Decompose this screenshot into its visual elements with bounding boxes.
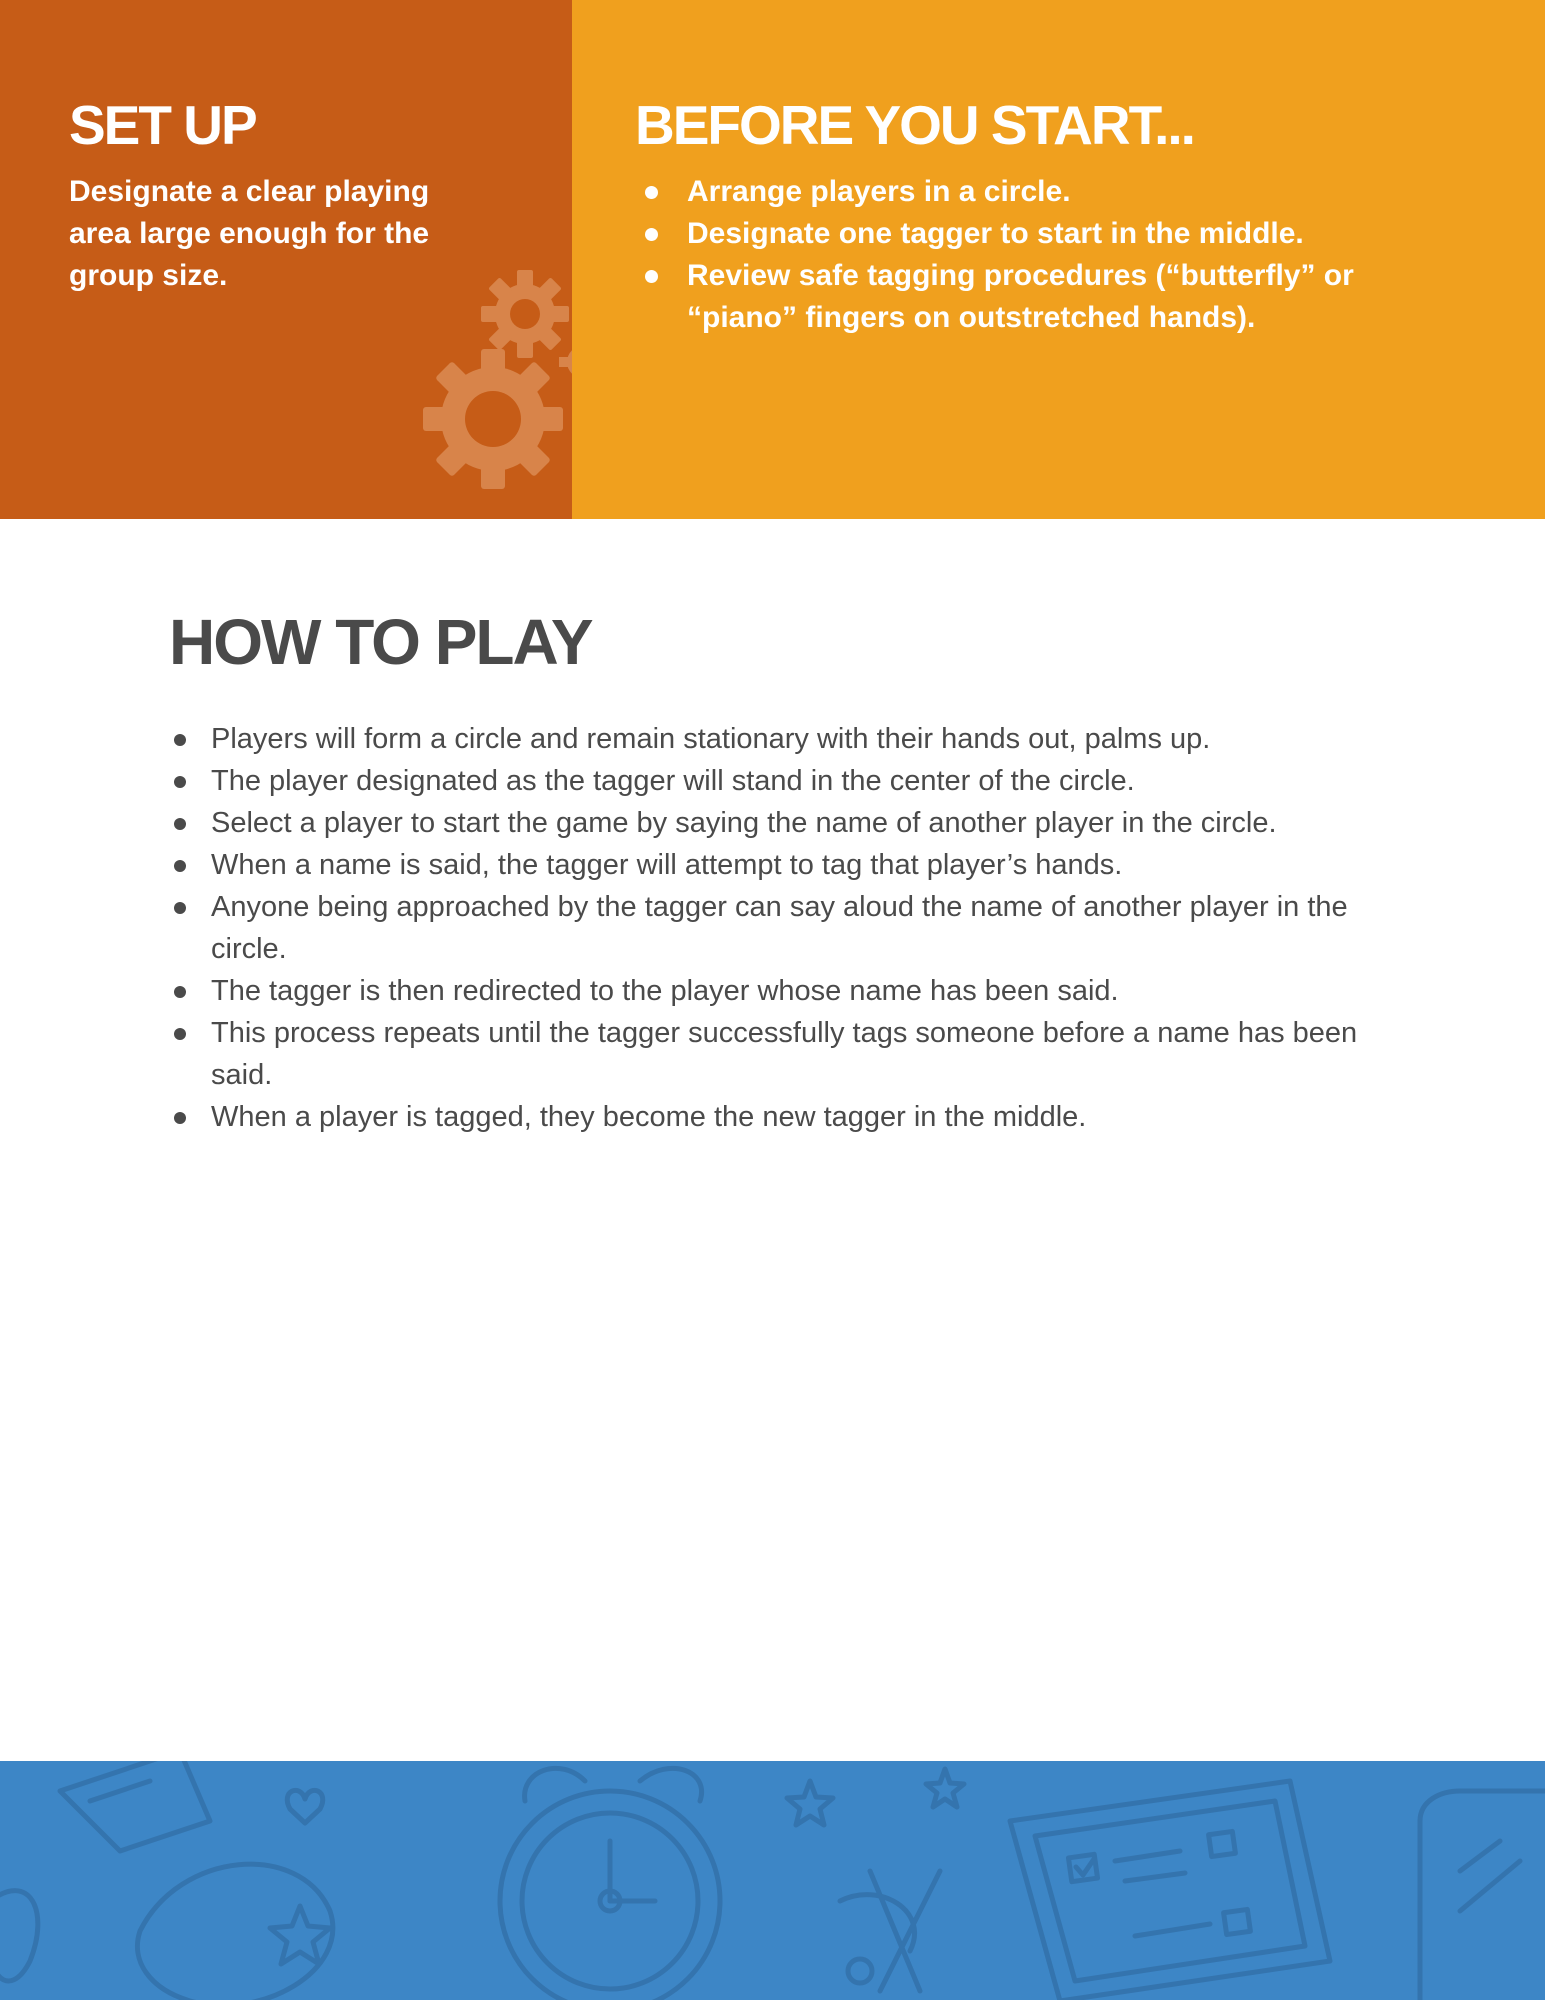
list-item: Anyone being approached by the tagger can say aloud the name of another player in the circle. [169, 886, 1399, 970]
setup-panel [0, 0, 572, 519]
setup-heading: SET UP [69, 94, 256, 156]
before-you-start-heading: BEFORE YOU START... [635, 94, 1194, 156]
list-item: Designate one tagger to start in the middle. [635, 213, 1455, 255]
footer-band [0, 1761, 1545, 2000]
list-item: This process repeats until the tagger successfully tags someone before a name has been said. [169, 1012, 1399, 1096]
before-you-start-panel [572, 0, 1545, 519]
list-item: Players will form a circle and remain stationary with their hands out, palms up. [169, 718, 1399, 760]
before-you-start-list [635, 171, 1455, 339]
list-item: The tagger is then redirected to the player whose name has been said. [169, 970, 1399, 1012]
list-item: Select a player to start the game by saying the name of another player in the circle. [169, 802, 1399, 844]
list-item: When a name is said, the tagger will attempt to tag that player’s hands. [169, 844, 1399, 886]
how-to-play-heading: HOW TO PLAY [169, 606, 592, 678]
gears-icon [415, 262, 572, 492]
list-item: The player designated as the tagger will stand in the center of the circle. [169, 760, 1399, 802]
list-item: Review safe tagging procedures (“butterfly” or “piano” fingers on outstretched hands). [635, 255, 1455, 339]
setup-text: Designate a clear playing area large enough for the group size. [69, 175, 430, 292]
list-item: Arrange players in a circle. [635, 171, 1455, 213]
list-item: When a player is tagged, they become the new tagger in the middle. [169, 1096, 1399, 1138]
doodle-pattern-icon [0, 1761, 1545, 2000]
how-to-play-list [169, 718, 1399, 1138]
